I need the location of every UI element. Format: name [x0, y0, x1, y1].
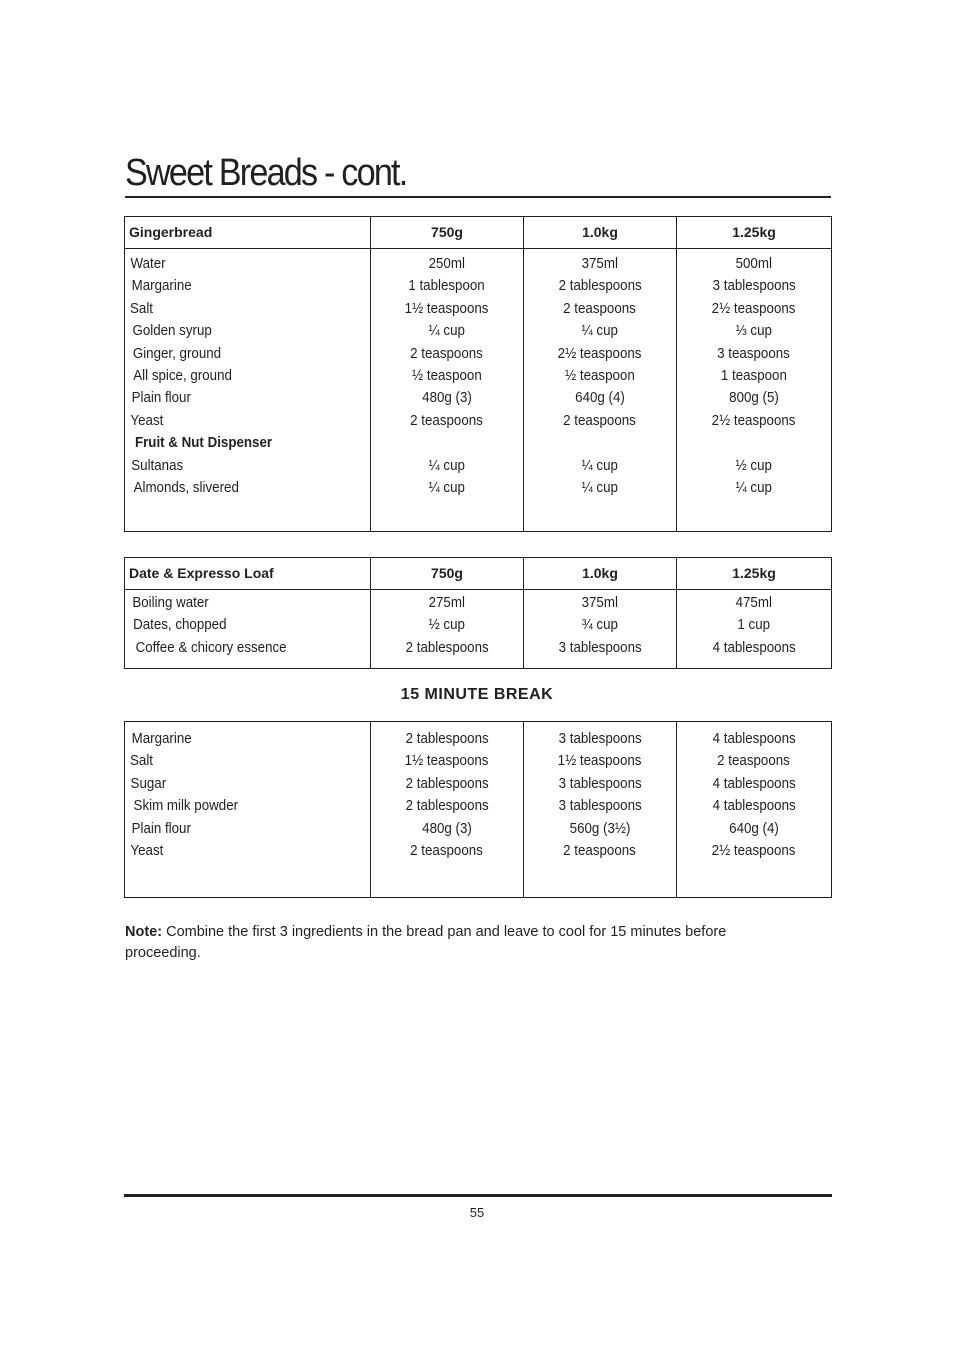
cell-text: 2½ teaspoons — [712, 300, 796, 317]
amount-column-1kg — [524, 590, 677, 668]
gingerbread-table — [124, 216, 832, 532]
table-cell — [524, 773, 676, 795]
table-cell — [371, 253, 523, 275]
table-cell — [677, 840, 831, 862]
table-cell — [524, 614, 676, 636]
table-cell — [524, 750, 676, 772]
cell-text: ¼ cup — [428, 457, 466, 474]
cell-text: 250ml — [428, 256, 466, 272]
table-cell — [125, 477, 370, 499]
header-1kg: 1.0kg — [524, 558, 677, 589]
cell-text: 2 teaspoons — [563, 842, 637, 859]
cell-text: ¼ cup — [581, 323, 619, 340]
cell-text: 1½ teaspoons — [405, 300, 489, 317]
table-cell — [125, 637, 370, 659]
cell-text: ⅓ cup — [735, 323, 773, 340]
cell-text: 2 teaspoons — [563, 412, 637, 429]
table-cell — [371, 275, 523, 297]
cell-text: 640g (4) — [729, 820, 779, 837]
cell-text: 2½ teaspoons — [712, 412, 796, 429]
table-cell — [524, 320, 676, 342]
table-cell — [371, 387, 523, 409]
table-cell — [524, 795, 676, 817]
table-cell — [524, 410, 676, 432]
table-cell — [524, 275, 676, 297]
cell-text: 4 tablespoons — [712, 731, 796, 747]
table-cell — [371, 795, 523, 817]
table-cell — [677, 410, 831, 432]
table-cell — [125, 320, 370, 342]
cell-text: 1 cup — [737, 617, 771, 634]
amount-column-125kg — [677, 249, 831, 531]
cell-text: 2 tablespoons — [405, 639, 489, 656]
table-cell — [677, 253, 831, 275]
cell-text: Skim milk powder — [133, 798, 239, 815]
cell-text: 2 tablespoons — [405, 731, 489, 747]
amount-column-750g — [371, 590, 524, 668]
cell-text: 4 tablespoons — [712, 639, 796, 656]
table-cell — [371, 365, 523, 387]
cell-text: 275ml — [428, 595, 466, 611]
table-cell — [677, 343, 831, 365]
table-cell — [125, 773, 370, 795]
note-text: Combine the first 3 ingredients in the bread pan and leave to cool for 15 minutes before proceeding. — [125, 924, 727, 961]
cell-text: Salt — [130, 753, 153, 770]
header-750g: 750g — [371, 558, 524, 589]
table-cell — [371, 320, 523, 342]
table-cell — [677, 320, 831, 342]
cell-text: Margarine — [131, 278, 192, 295]
amount-column-125kg — [677, 590, 831, 668]
table-cell — [125, 275, 370, 297]
cell-text: ¼ cup — [581, 479, 619, 496]
cell-text: 2 teaspoons — [410, 842, 484, 859]
page-number: 55 — [469, 1205, 485, 1220]
table-cell — [677, 750, 831, 772]
header-recipe-name: Gingerbread — [125, 217, 371, 248]
table-cell — [677, 637, 831, 659]
header-recipe-name: Date & Expresso Loaf — [125, 558, 371, 589]
amount-column-1kg — [524, 249, 677, 531]
table-cell — [371, 432, 523, 454]
cell-text: 4 tablespoons — [712, 775, 796, 792]
note-label: Note: — [125, 924, 163, 940]
cell-text: Sultanas — [131, 457, 184, 474]
cell-text: 3 tablespoons — [712, 278, 796, 295]
gingerbread-header-row — [125, 217, 831, 249]
table-cell — [125, 298, 370, 320]
table-cell — [371, 818, 523, 840]
amount-column-125kg — [677, 722, 831, 897]
cell-text: 375ml — [581, 595, 619, 611]
header-750g: 750g — [371, 217, 524, 248]
cell-text: 640g (4) — [575, 390, 625, 407]
table-cell — [677, 818, 831, 840]
table-cell — [371, 637, 523, 659]
cell-text: 3 tablespoons — [558, 775, 642, 792]
table-cell — [524, 298, 676, 320]
cell-text: 2 teaspoons — [563, 300, 637, 317]
page-title: Sweet Breads - cont. — [125, 152, 407, 194]
cell-text: 3 teaspoons — [717, 345, 791, 362]
table-cell — [524, 728, 676, 750]
cell-text: ¼ cup — [735, 479, 773, 496]
table-cell — [677, 387, 831, 409]
date-loaf-header-row — [125, 558, 831, 590]
amount-column-750g — [371, 249, 524, 531]
cell-text: ½ cup — [428, 617, 466, 634]
table-cell — [125, 795, 370, 817]
cell-text: ¼ cup — [581, 457, 619, 474]
table-cell — [524, 253, 676, 275]
table-cell — [371, 298, 523, 320]
cell-text: 4 tablespoons — [712, 798, 796, 815]
subsection-label — [125, 432, 370, 454]
header-125kg: 1.25kg — [732, 565, 776, 581]
table-cell — [524, 840, 676, 862]
date-loaf-table — [124, 557, 832, 669]
cell-text: Dates, chopped — [133, 617, 227, 634]
table-cell — [677, 477, 831, 499]
cell-text: Almonds, slivered — [133, 479, 239, 496]
table-cell — [371, 410, 523, 432]
table-cell — [524, 637, 676, 659]
cell-text: Ginger, ground — [132, 345, 222, 362]
cell-text: 1 teaspoon — [720, 367, 788, 384]
table-cell — [125, 410, 370, 432]
cell-text: All spice, ground — [133, 367, 232, 384]
table-cell — [371, 750, 523, 772]
table-cell — [524, 343, 676, 365]
table-cell — [677, 365, 831, 387]
ingredient-column — [125, 590, 371, 668]
cell-text: ½ cup — [735, 457, 773, 474]
cell-text: Salt — [130, 300, 153, 317]
cell-text: 2 teaspoons — [410, 412, 484, 429]
table-cell — [125, 592, 370, 614]
table-cell — [677, 795, 831, 817]
after-break-table — [124, 721, 832, 898]
table-cell — [125, 818, 370, 840]
cell-text: Golden syrup — [132, 323, 212, 340]
cell-text: 2 tablespoons — [558, 278, 642, 295]
amount-column-1kg — [524, 722, 677, 897]
table-cell — [677, 728, 831, 750]
cell-text: Plain flour — [131, 820, 191, 837]
cell-text: 500ml — [735, 256, 773, 272]
cell-text: Yeast — [130, 842, 164, 859]
cell-text: 475ml — [735, 595, 773, 611]
table-cell — [524, 455, 676, 477]
cell-text: Boiling water — [132, 595, 209, 611]
table-cell — [125, 840, 370, 862]
table-cell — [371, 455, 523, 477]
table-cell — [524, 387, 676, 409]
cell-text: 480g (3) — [422, 820, 472, 837]
cell-text: 3 tablespoons — [558, 798, 642, 815]
cell-text: ¼ cup — [428, 479, 466, 496]
cell-text: 2½ teaspoons — [558, 345, 642, 362]
table-cell — [371, 592, 523, 614]
cell-text: Coffee & chicory essence — [135, 639, 287, 656]
table-cell — [677, 592, 831, 614]
cell-text: 800g (5) — [729, 390, 779, 407]
cell-text: ½ teaspoon — [412, 367, 482, 384]
cell-text: 1½ teaspoons — [405, 753, 489, 770]
table-cell — [371, 614, 523, 636]
cell-text: 480g (3) — [422, 390, 472, 407]
cell-text: 1½ teaspoons — [558, 753, 642, 770]
cell-text: Margarine — [131, 731, 192, 747]
table-cell — [125, 455, 370, 477]
amount-column-750g — [371, 722, 524, 897]
table-cell — [125, 750, 370, 772]
table-cell — [677, 275, 831, 297]
table-cell — [524, 477, 676, 499]
cell-text: 3 tablespoons — [558, 639, 642, 656]
header-1kg: 1.0kg — [524, 217, 677, 248]
table-cell — [371, 773, 523, 795]
cell-text: Water — [130, 256, 166, 272]
table-cell — [371, 840, 523, 862]
cell-text: ½ teaspoon — [565, 367, 635, 384]
table-cell — [371, 343, 523, 365]
cell-text: Fruit & Nut Dispenser — [134, 435, 273, 452]
table-cell — [125, 253, 370, 275]
table-cell — [524, 365, 676, 387]
cell-text: 375ml — [581, 256, 619, 272]
table-cell — [524, 818, 676, 840]
table-cell — [125, 614, 370, 636]
table-cell — [677, 455, 831, 477]
ingredient-column — [125, 249, 371, 531]
cell-text: Plain flour — [131, 390, 191, 407]
table-cell — [125, 343, 370, 365]
cell-text: 2½ teaspoons — [712, 842, 796, 859]
table-cell — [677, 773, 831, 795]
table-cell — [524, 432, 676, 454]
footer-divider — [124, 1194, 832, 1197]
header-125kg: 1.25kg — [732, 224, 776, 240]
table-cell — [125, 387, 370, 409]
title-divider — [125, 196, 831, 198]
cell-text: ¼ cup — [428, 323, 466, 340]
table-cell — [371, 477, 523, 499]
table-cell — [677, 298, 831, 320]
table-cell — [677, 432, 831, 454]
cell-text: Sugar — [130, 775, 167, 792]
table-cell — [125, 365, 370, 387]
cell-text: ¾ cup — [581, 617, 619, 634]
cell-text: 2 teaspoons — [717, 753, 791, 770]
cell-text: Yeast — [130, 412, 164, 429]
table-cell — [371, 728, 523, 750]
cell-text: 1 tablespoon — [408, 278, 486, 295]
table-cell — [125, 728, 370, 750]
table-cell — [524, 592, 676, 614]
cell-text: 3 tablespoons — [558, 731, 642, 747]
cell-text: 2 tablespoons — [405, 798, 489, 815]
section-heading-break: 15 MINUTE BREAK — [400, 686, 554, 703]
note-paragraph — [125, 922, 745, 964]
cell-text: 560g (3½) — [569, 820, 631, 837]
cell-text: 2 tablespoons — [405, 775, 489, 792]
cell-text: 2 teaspoons — [410, 345, 484, 362]
table-cell — [677, 614, 831, 636]
ingredient-column — [125, 722, 371, 897]
